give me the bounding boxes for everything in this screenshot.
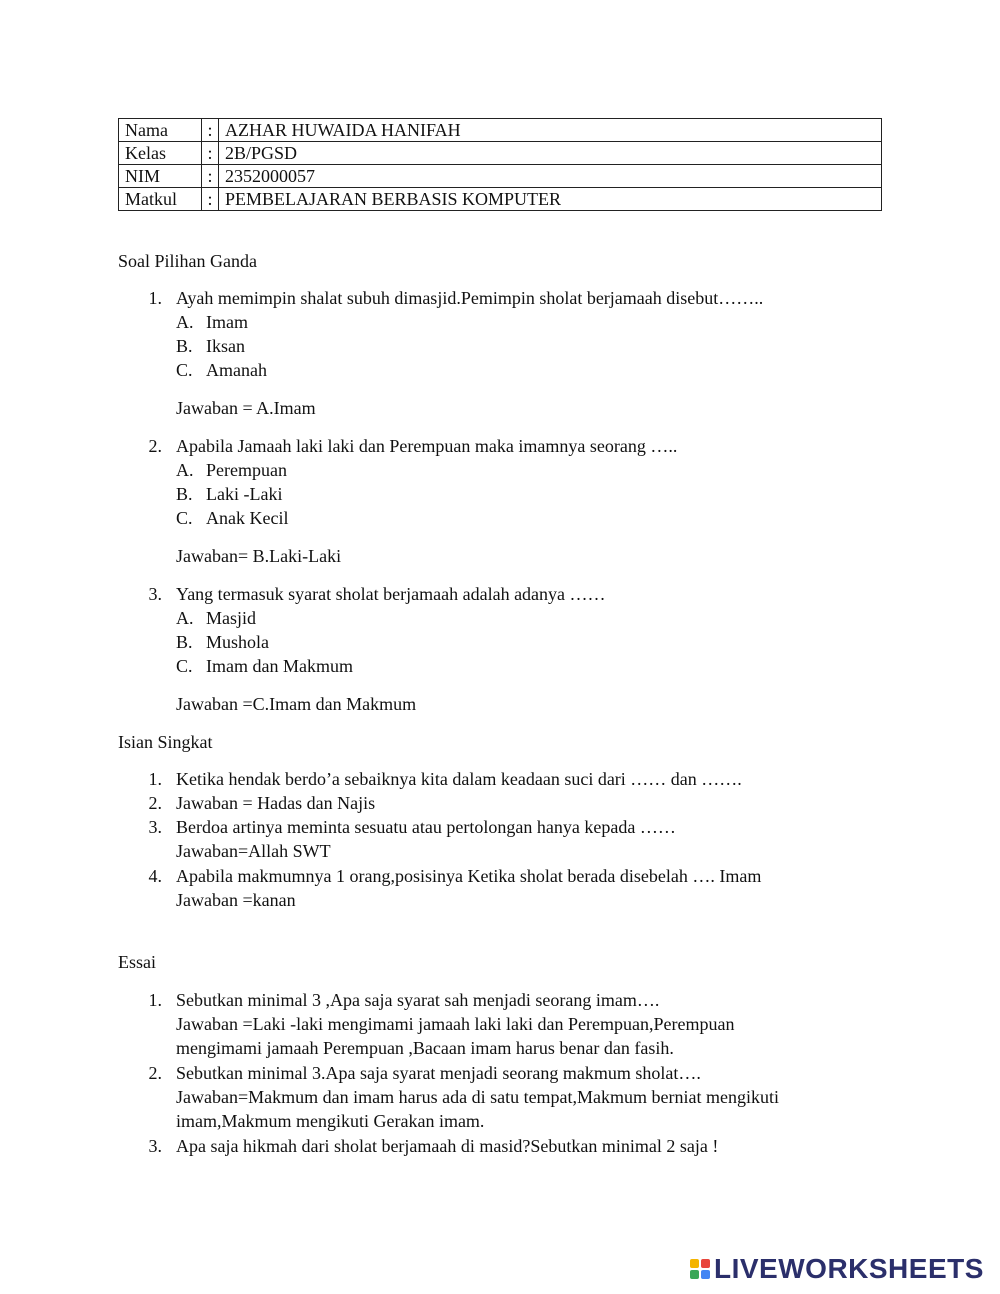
logo-square [701,1270,710,1279]
info-sep: : [202,188,219,211]
info-value: 2352000057 [219,165,882,188]
item-answer: Jawaban =Laki -laki mengimami jamaah laki laki dan Perempuan,Perempuan [176,1014,735,1034]
question-text: Ayah memimpin shalat subuh dimasjid.Pemimpin sholat berjamaah disebut…….. [176,288,764,308]
item-text: Ketika hendak berdo’a sebaiknya kita dalam keadaan suci dari …… dan ……. [176,769,742,789]
option-text: Imam dan Makmum [206,656,353,676]
info-value: AZHAR HUWAIDA HANIFAH [219,119,882,142]
option [176,310,248,334]
item-text: Sebutkan minimal 3.Apa saja syarat menjadi seorang makmum sholat…. [176,1063,701,1083]
item-number: 1. [148,769,162,789]
info-sep: : [202,165,219,188]
item-number: 3. [148,817,162,837]
option-text: Amanah [206,360,267,380]
question-text: Yang termasuk syarat sholat berjamaah adalah adanya …… [176,584,606,604]
option [176,358,267,382]
section-heading-isian-singkat: Isian Singkat [118,732,213,752]
item-answer: Jawaban=Allah SWT [176,841,331,861]
item-text: Sebutkan minimal 3 ,Apa saja syarat sah menjadi seorang imam…. [176,990,660,1010]
answer-text: Jawaban =C.Imam dan Makmum [176,694,417,714]
info-row-matkul [119,188,882,211]
option-letter: A. [176,312,194,332]
item-text: Apa saja hikmah dari sholat berjamaah di masid?Sebutkan minimal 2 saja ! [176,1136,719,1156]
item-answer: mengimami jamaah Perempuan ,Bacaan imam harus benar dan fasih. [176,1038,674,1058]
info-key: Matkul [119,188,202,211]
option [176,606,256,630]
section-heading-essai: Essai [118,952,156,972]
logo-text: LIVEWORKSHEETS [714,1253,984,1284]
info-key: NIM [119,165,202,188]
student-info-table [118,118,882,211]
option-letter: C. [176,508,193,528]
option-letter: B. [176,484,193,504]
question-number: 3. [148,584,162,604]
question-text: Apabila Jamaah laki laki dan Perempuan maka imamnya seorang ….. [176,436,678,456]
item-answer: Jawaban =kanan [176,890,296,910]
logo-square [701,1259,710,1268]
info-value: 2B/PGSD [219,142,882,165]
answer-text: Jawaban= B.Laki-Laki [176,546,342,566]
item-number: 3. [148,1136,162,1156]
info-key: Kelas [119,142,202,165]
option-text: Iksan [206,336,245,356]
info-sep: : [202,142,219,165]
option-text: Anak Kecil [206,508,289,528]
option [176,334,245,358]
info-sep: : [202,119,219,142]
option-text: Perempuan [206,460,287,480]
logo-icon [690,1259,710,1279]
option-letter: A. [176,608,194,628]
answer-text: Jawaban = A.Imam [176,398,316,418]
item-number: 2. [148,1063,162,1083]
item-text: Berdoa artinya meminta sesuatu atau pertolongan hanya kepada …… [176,817,676,837]
info-row-nim [119,165,882,188]
option [176,506,288,530]
info-row-kelas [119,142,882,165]
item-text: Jawaban = Hadas dan Najis [176,793,376,813]
item-number: 2. [148,793,162,813]
info-row-nama [119,119,882,142]
logo-square [690,1259,699,1268]
logo-square [690,1270,699,1279]
option [176,482,282,506]
option-text: Imam [206,312,248,332]
question-number: 1. [148,288,162,308]
question-number: 2. [148,436,162,456]
option-letter: B. [176,336,193,356]
section-heading-pilihan-ganda: Soal Pilihan Ganda [118,251,257,271]
option [176,458,287,482]
option-letter: C. [176,360,193,380]
item-text: Apabila makmumnya 1 orang,posisinya Ketika sholat berada disebelah …. Imam [176,866,762,886]
liveworksheets-logo [690,1253,984,1285]
info-key: Nama [119,119,202,142]
item-number: 1. [148,990,162,1010]
option-text: Laki -Laki [206,484,283,504]
item-answer: imam,Makmum mengikuti Gerakan imam. [176,1111,485,1131]
item-number: 4. [148,866,162,886]
item-answer: Jawaban=Makmum dan imam harus ada di satu tempat,Makmum berniat mengikuti [176,1087,780,1107]
option-text: Mushola [206,632,269,652]
option-letter: A. [176,460,194,480]
option [176,654,353,678]
option-text: Masjid [206,608,257,628]
option-letter: B. [176,632,193,652]
option-letter: C. [176,656,193,676]
option [176,630,269,654]
info-value: PEMBELAJARAN BERBASIS KOMPUTER [219,188,882,211]
